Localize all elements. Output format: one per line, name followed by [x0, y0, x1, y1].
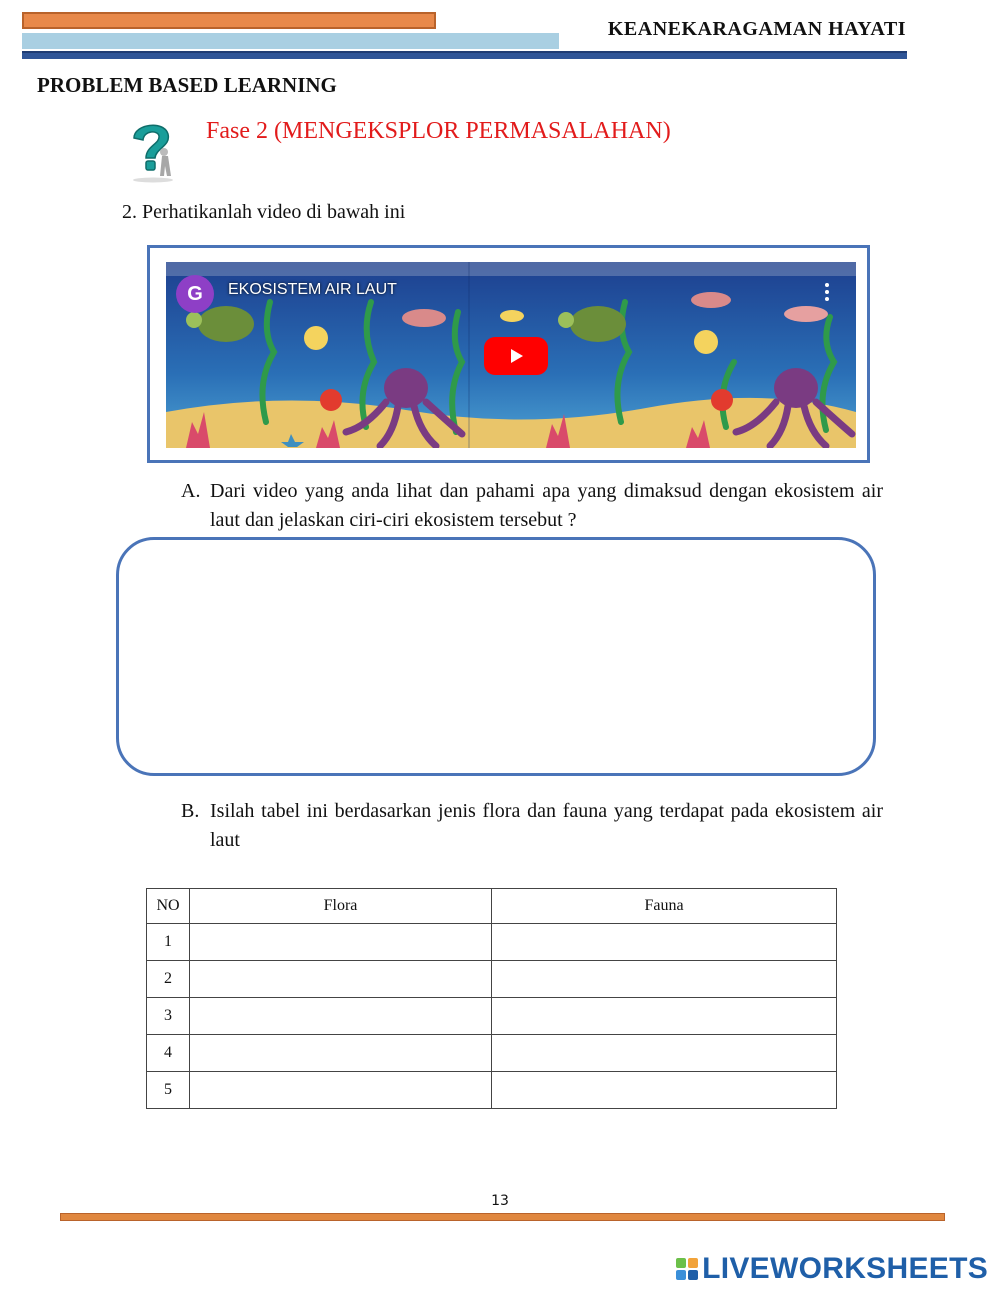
- flora-input-cell[interactable]: [190, 998, 492, 1035]
- question-b-letter: B.: [181, 800, 200, 822]
- answer-input-box[interactable]: [116, 537, 876, 776]
- question-a-text: Dari video yang anda lihat dan pahami apa yang dimaksud dengan ekosistem air laut dan jelaskan ciri-ciri ekosistem tersebut ?: [210, 480, 883, 531]
- fauna-input-cell[interactable]: [492, 1072, 837, 1109]
- flora-input-cell[interactable]: [190, 961, 492, 998]
- more-vert-icon[interactable]: [824, 283, 830, 301]
- question-mark-figure-icon: [120, 118, 186, 184]
- liveworksheets-icon: [676, 1258, 698, 1280]
- row-number: 2: [147, 961, 190, 998]
- header-fauna: Fauna: [492, 889, 837, 924]
- fauna-input-cell[interactable]: [492, 998, 837, 1035]
- question-b: [181, 797, 883, 857]
- row-number: 3: [147, 998, 190, 1035]
- row-number: 4: [147, 1035, 190, 1072]
- page-number: 13: [491, 1193, 509, 1209]
- fauna-input-cell[interactable]: [492, 961, 837, 998]
- video-title[interactable]: EKOSISTEM AIR LAUT: [228, 281, 397, 298]
- header-navy-bar: [22, 51, 907, 59]
- section-title: PROBLEM BASED LEARNING: [37, 73, 337, 97]
- table-row: [147, 1035, 837, 1072]
- table-row: [147, 961, 837, 998]
- flora-fauna-table: [146, 888, 837, 1109]
- flora-input-cell[interactable]: [190, 1072, 492, 1109]
- liveworksheets-brand: LIVEWORKSHEETS: [702, 1252, 988, 1285]
- question-b-text: Isilah tabel ini berdasarkan jenis flora dan fauna yang terdapat pada ekosistem air laut: [210, 800, 883, 851]
- fauna-input-cell[interactable]: [492, 1035, 837, 1072]
- table-header-row: [147, 889, 837, 924]
- question-2-text: 2. Perhatikanlah video di bawah ini: [122, 201, 406, 223]
- footer-orange-bar: [60, 1213, 945, 1221]
- table-row: [147, 924, 837, 961]
- table-row: [147, 1072, 837, 1109]
- header-no: NO: [147, 889, 190, 924]
- row-number: 5: [147, 1072, 190, 1109]
- channel-avatar-icon[interactable]: [176, 275, 214, 313]
- question-a-letter: A.: [181, 480, 201, 502]
- header-orange-bar: [22, 12, 436, 29]
- question-a: [181, 477, 883, 537]
- table-row: [147, 998, 837, 1035]
- header-lightblue-bar: [22, 33, 559, 49]
- header-flora: Flora: [190, 889, 492, 924]
- youtube-play-button[interactable]: [484, 337, 548, 375]
- fauna-input-cell[interactable]: [492, 924, 837, 961]
- youtube-play-icon: [506, 346, 526, 366]
- phase-title: Fase 2 (MENGEKSPLOR PERMASALAHAN): [206, 118, 671, 144]
- liveworksheets-logo[interactable]: [676, 1252, 988, 1286]
- flora-input-cell[interactable]: [190, 1035, 492, 1072]
- flora-input-cell[interactable]: [190, 924, 492, 961]
- header-title: KEANEKARAGAMAN HAYATI: [607, 18, 906, 40]
- channel-initial: G: [187, 282, 203, 305]
- row-number: 1: [147, 924, 190, 961]
